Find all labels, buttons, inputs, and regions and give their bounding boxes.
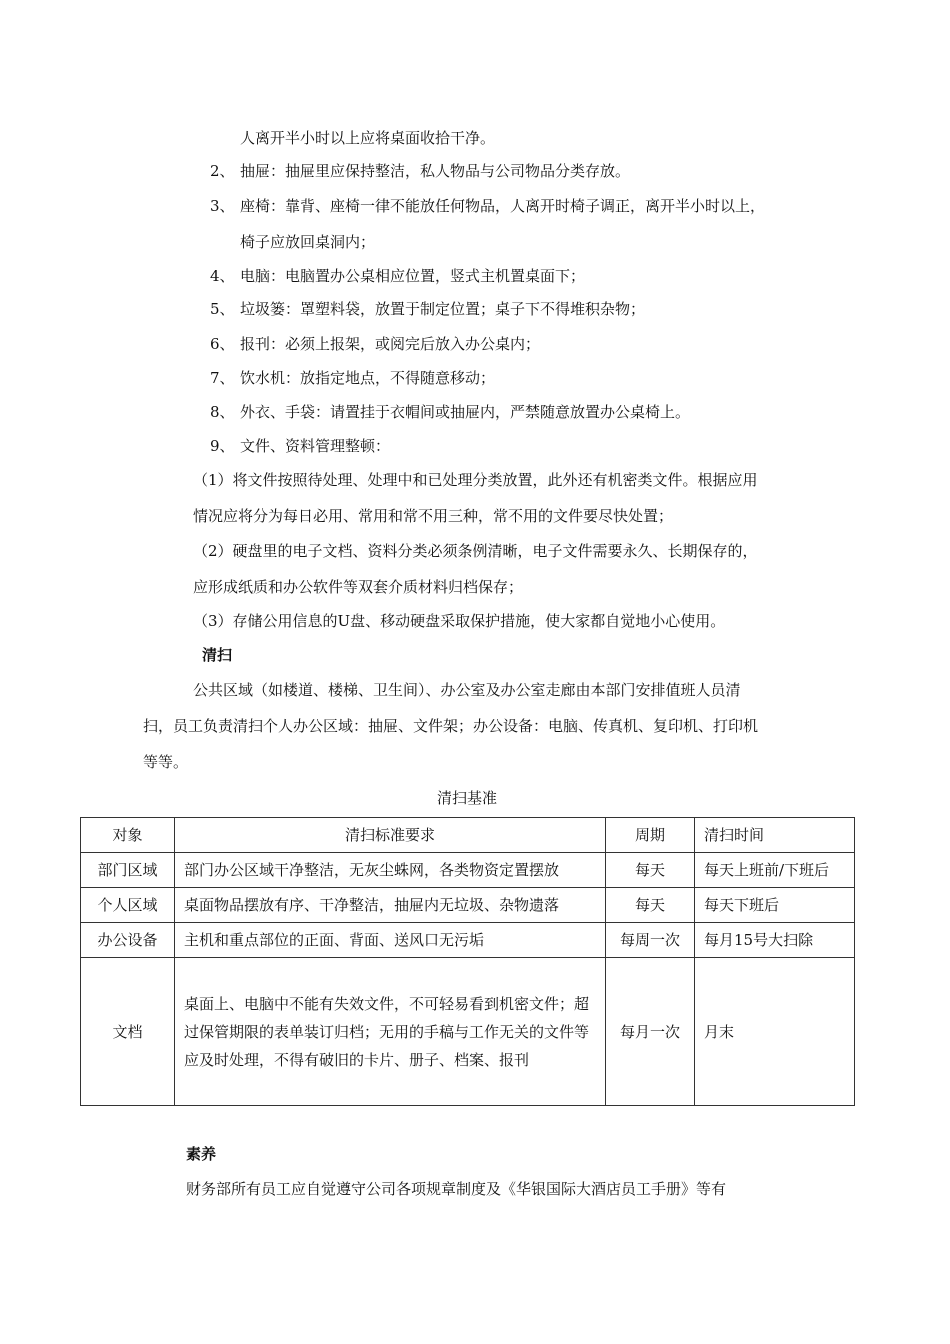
- sub-item-line: （1）将文件按照待处理、处理中和已处理分类放置，此外还有机密类文件。根据应用: [193, 471, 758, 489]
- item-continuation: 椅子应放回桌洞内；: [240, 233, 376, 251]
- paragraph-line: 等等。: [143, 753, 189, 771]
- table-cell: 每天: [606, 888, 695, 923]
- item-text: 文件、资料管理整顿：: [240, 437, 391, 455]
- cleaning-standard-table: [80, 817, 855, 1106]
- list-item: [210, 334, 540, 354]
- sub-item-line: （2）硬盘里的电子文档、资料分类必须条例清晰，电子文件需要永久、长期保存的，: [193, 542, 758, 560]
- section-heading-clean: 清扫: [202, 646, 233, 664]
- header-cell: 周期: [606, 818, 695, 853]
- table-cell: 部门办公区域干净整洁，无灰尘蛛网，各类物资定置摆放: [175, 853, 606, 888]
- paragraph-line: 公共区域（如楼道、楼梯、卫生间）、办公室及办公室走廊由本部门安排值班人员清: [193, 681, 741, 699]
- list-item: [210, 266, 585, 286]
- header-cell: 清扫标准要求: [175, 818, 606, 853]
- paragraph-line: 财务部所有员工应自觉遵守公司各项规章制度及《华银国际大酒店员工手册》等有: [186, 1180, 727, 1198]
- item-text: 座椅：靠背、座椅一律不能放任何物品，人离开时椅子调正，离开半小时以上，: [240, 197, 766, 215]
- header-cell: 对象: [81, 818, 175, 853]
- table-cell: 桌面物品摆放有序、干净整洁，抽屉内无垃圾、杂物遗落: [175, 888, 606, 923]
- item-number: 8、: [210, 403, 235, 421]
- item-number: 2、: [210, 162, 235, 180]
- table-cell: 主机和重点部位的正面、背面、送风口无污垢: [175, 923, 606, 958]
- sub-item-line: 情况应将分为每日必用、常用和常不用三种，常不用的文件要尽快处置；: [193, 507, 674, 525]
- item-number: 6、: [210, 335, 235, 353]
- table-row: [81, 923, 855, 958]
- header-cell: 清扫时间: [695, 818, 855, 853]
- table-cell: 每天: [606, 853, 695, 888]
- sub-item-line: 应形成纸质和办公软件等双套介质材料归档保存；: [193, 578, 524, 596]
- item-text: 垃圾篓：罩塑料袋，放置于制定位置；桌子下不得堆积杂物；: [240, 300, 646, 318]
- list-item: [210, 299, 645, 319]
- table-row: [81, 853, 855, 888]
- item-text: 抽屉：抽屉里应保持整洁，私人物品与公司物品分类存放。: [240, 162, 631, 180]
- table-cell: 部门区域: [81, 853, 175, 888]
- table-cell: 每月一次: [606, 958, 695, 1106]
- table-cell: 月末: [695, 958, 855, 1106]
- list-item: [210, 436, 390, 456]
- item-text: 外衣、手袋：请置挂于衣帽间或抽屉内，严禁随意放置办公桌椅上。: [240, 403, 691, 421]
- table-cell: 每月15号大扫除: [695, 923, 855, 958]
- item-text: 电脑：电脑置办公桌相应位置，竖式主机置桌面下；: [240, 267, 586, 285]
- item-number: 7、: [210, 369, 235, 387]
- item-number: 5、: [210, 300, 235, 318]
- table-cell: 办公设备: [81, 923, 175, 958]
- table-row: [81, 888, 855, 923]
- table-cell: 每天下班后: [695, 888, 855, 923]
- table-cell: 个人区域: [81, 888, 175, 923]
- item-text: 报刊：必须上报架，或阅完后放入办公桌内；: [240, 335, 541, 353]
- list-item: [210, 402, 690, 422]
- section-heading-literacy: 素养: [186, 1145, 217, 1163]
- table-cell: 桌面上、电脑中不能有失效文件，不可轻易看到机密文件；超过保管期限的表单装订归档；无用的手稿与工作无关的文件等应及时处理，不得有破旧的卡片、册子、档案、报刊: [175, 958, 606, 1106]
- table-cell: 每天上班前/下班后: [695, 853, 855, 888]
- item-number: 9、: [210, 437, 235, 455]
- item-number: 3、: [210, 197, 235, 215]
- continuation-line: 人离开半小时以上应将桌面收拾干净。: [240, 129, 496, 147]
- list-item: [210, 196, 765, 216]
- table-cell: 每周一次: [606, 923, 695, 958]
- table-row: [81, 958, 855, 1106]
- table-header-row: [81, 818, 855, 853]
- table-caption: 清扫基准: [436, 789, 497, 807]
- item-text: 饮水机：放指定地点，不得随意移动；: [240, 369, 496, 387]
- list-item: [210, 161, 630, 181]
- list-item: [210, 368, 495, 388]
- table-cell: 文档: [81, 958, 175, 1106]
- sub-item-line: （3）存储公用信息的U盘、移动硬盘采取保护措施，使大家都自觉地小心使用。: [193, 612, 726, 630]
- item-number: 4、: [210, 267, 235, 285]
- paragraph-line: 扫，员工负责清扫个人办公区域：抽屉、文件架；办公设备：电脑、传真机、复印机、打印机: [143, 717, 759, 735]
